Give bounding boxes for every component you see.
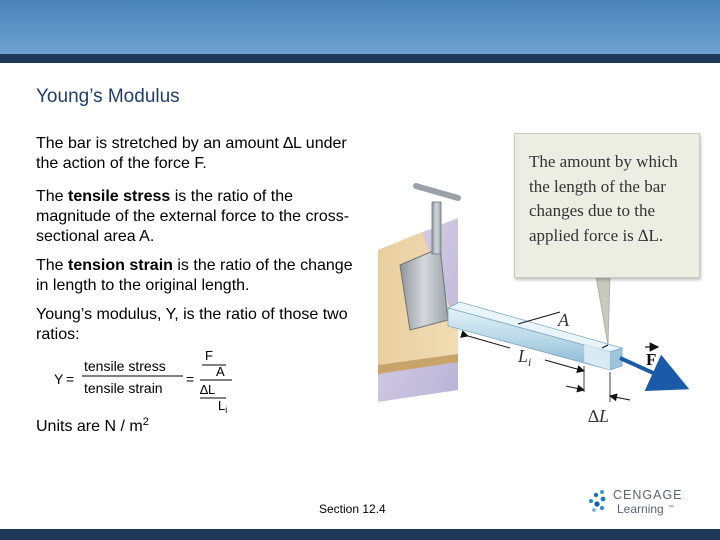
formula-delta-l: ∆L	[200, 382, 216, 397]
footer-section: Section 12.4	[319, 502, 386, 516]
formula-equals-1: =	[66, 371, 75, 387]
formula-f: F	[205, 348, 213, 363]
formula-equals-2: =	[186, 371, 195, 387]
callout-text: The amount by which the length of the bar changes due to the applied force is ∆L.	[529, 152, 678, 245]
formula-denominator: tensile strain	[84, 380, 163, 396]
p2-text-a: The	[36, 188, 69, 205]
paragraph-youngs-modulus: Young’s modulus, Y, is the ratio of those two ratios:	[36, 306, 348, 343]
p1-text-b: under the action of the force F.	[36, 135, 347, 172]
units-exponent: 2	[142, 416, 149, 428]
p3-text-b: is the ratio of the change in length to the original length.	[36, 257, 353, 294]
label-a-leader	[518, 312, 560, 324]
term-tension-strain: tension strain	[68, 257, 173, 274]
header-band	[0, 0, 720, 54]
callout-pointer	[596, 276, 610, 345]
label-a: A	[558, 310, 569, 330]
dl-arrow-right	[610, 396, 630, 400]
slide-title: Young’s Modulus	[36, 86, 180, 107]
formula-y: Y	[54, 371, 64, 387]
cengage-mark-icon	[589, 490, 605, 512]
delta-l-symbol: ∆L	[283, 135, 302, 152]
units-text: Units are N / m	[36, 418, 143, 435]
formula-a: A	[216, 364, 225, 379]
logo-name: CENGAGE	[613, 488, 683, 502]
dl-arrow-left	[566, 386, 584, 390]
clamp-handle	[416, 186, 458, 198]
formula-numerator: tensile stress	[84, 358, 166, 374]
p1-text-a: The bar is stretched by an amount	[36, 135, 284, 152]
header-rule	[0, 54, 720, 63]
p2-text-b: is the ratio of the magnitude of the external force to the cross-sectional area A.	[36, 188, 350, 245]
paragraph-tension-strain	[36, 256, 366, 296]
formula-li: $L_i$	[218, 398, 228, 414]
p3-text-a: The	[36, 257, 69, 274]
cengage-logo	[586, 485, 696, 519]
logo-tm: ™	[668, 505, 674, 511]
units-line	[36, 416, 149, 436]
label-f: F	[646, 350, 657, 369]
paragraph-tensile-stress	[36, 187, 366, 247]
label-delta-l: ∆L	[588, 406, 610, 426]
label-li: $L_i$	[518, 346, 532, 369]
callout-box	[514, 133, 700, 278]
term-tensile-stress: tensile stress	[68, 188, 171, 205]
logo-sub: Learning	[617, 502, 664, 516]
youngs-modulus-formula	[50, 344, 250, 414]
clamp-screw	[432, 202, 441, 254]
footer-band	[0, 529, 720, 540]
paragraph-stretch	[36, 134, 366, 174]
